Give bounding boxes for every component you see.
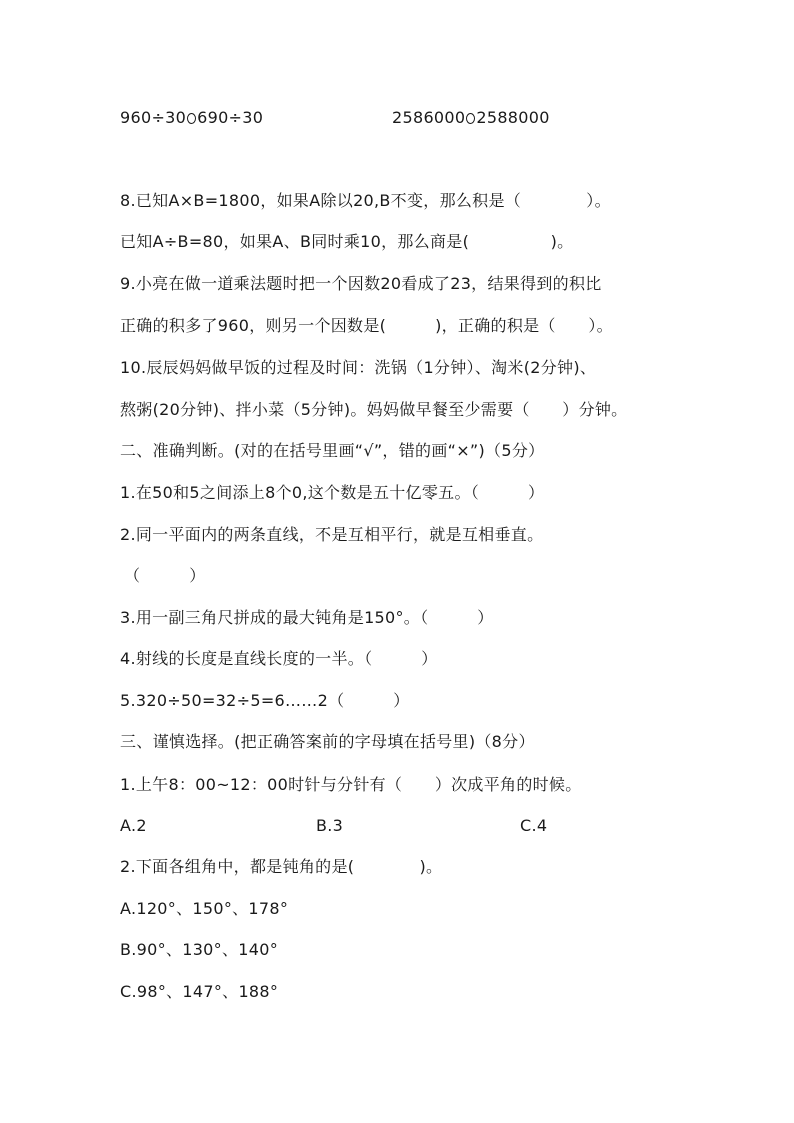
choice-q1-option-b[interactable]: B.3 [316,816,344,835]
choice-q2-option-c[interactable]: C.98°、147°、188° [120,982,279,1001]
q8-line2: 已知A÷B=80，如果A、B同时乘10，那么商是( )。 [120,232,574,251]
choice-q2-option-a[interactable]: A.120°、150°、178° [120,899,289,918]
compare-right [392,108,550,128]
judge-item-1: 1.在50和5之间添上8个0,这个数是五十亿零五。（ ） [120,483,545,502]
compare-left [120,108,263,128]
compare-right-b: 2588000 [476,108,550,127]
compare-circle-icon[interactable] [187,113,196,124]
judge-item-3: 3.用一副三角尺拼成的最大钝角是150°。（ ） [120,608,494,627]
choice-q1-options [120,816,680,836]
q9-line2: 正确的积多了960，则另一个因数是( )，正确的积是（ ）。 [120,316,613,335]
q10-line2: 熬粥(20分钟)、拌小菜（5分钟)。妈妈做早餐至少需要（ ）分钟。 [120,400,628,419]
judge-item-2-paren: （ ） [124,566,206,585]
q9-line1: 9.小亮在做一道乘法题时把一个因数20看成了23，结果得到的积比 [120,274,602,293]
judge-item-4: 4.射线的长度是直线长度的一半。（ ） [120,649,438,668]
section3-heading: 三、谨慎选择。(把正确答案前的字母填在括号里)（8分） [120,732,535,751]
choice-q1-stem: 1.上午8：00~12：00时针与分针有（ ）次成平角的时候。 [120,775,582,794]
compare-circle-icon[interactable] [466,113,475,124]
judge-item-2: 2.同一平面内的两条直线，不是互相平行，就是互相垂直。 [120,525,544,544]
compare-left-b: 690÷30 [197,108,264,127]
compare-row [120,108,720,128]
choice-q2-stem: 2.下面各组角中，都是钝角的是( )。 [120,857,443,876]
section2-heading: 二、准确判断。(对的在括号里画“√”，错的画“×”)（5分） [120,441,545,460]
choice-q2-option-b[interactable]: B.90°、130°、140° [120,940,278,959]
choice-q1-option-c[interactable]: C.4 [520,816,548,835]
judge-item-5: 5.320÷50=32÷5=6……2（ ） [120,691,410,710]
compare-left-a: 960÷30 [120,108,187,127]
q8-line1: 8.已知A×B=1800，如果A除以20,B不变，那么积是（ ）。 [120,191,611,210]
q10-line1: 10.辰辰妈妈做早饭的过程及时间：洗锅（1分钟）、淘米(2分钟)、 [120,358,597,377]
choice-q1-option-a[interactable]: A.2 [120,816,147,835]
compare-right-a: 2586000 [392,108,466,127]
